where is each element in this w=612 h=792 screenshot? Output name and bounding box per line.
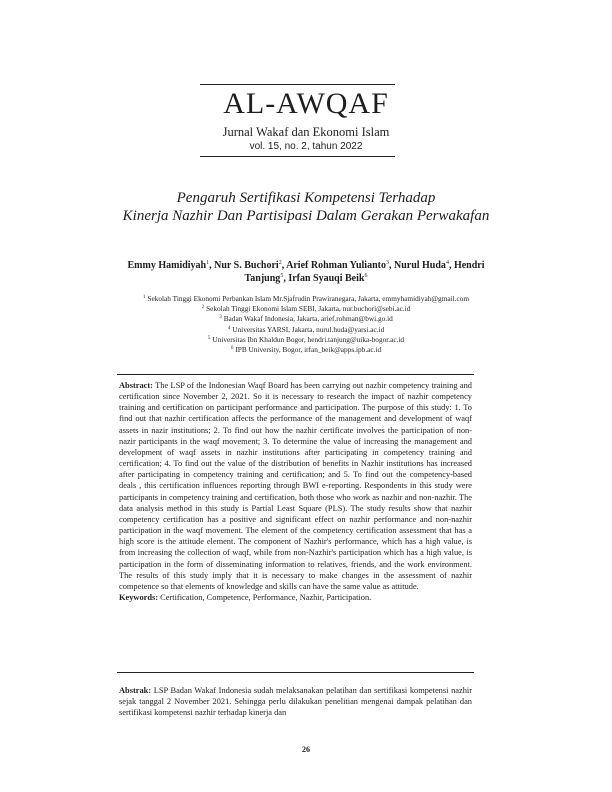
affiliation-item bbox=[0, 303, 612, 313]
author-affiliation-number: 5 bbox=[280, 273, 284, 279]
bottom-rule bbox=[200, 156, 395, 157]
keywords-text: Certification, Competence, Performance, Nazhir, Participation. bbox=[160, 592, 372, 602]
author-separator: , bbox=[209, 260, 215, 271]
author-name: Irfan Syauqi Beik bbox=[288, 273, 365, 284]
top-rule bbox=[200, 84, 395, 85]
keywords-label: Keywords: bbox=[119, 592, 159, 602]
affiliation-item bbox=[0, 313, 612, 323]
authors-line-2 bbox=[0, 270, 612, 285]
author-name: Tanjung bbox=[244, 273, 281, 284]
journal-title: AL-AWQAF bbox=[223, 87, 389, 120]
journal-subtitle: Jurnal Wakaf dan Ekonomi Islam bbox=[222, 125, 390, 139]
author-affiliation-number: 4 bbox=[445, 260, 449, 266]
affiliation-text: Sekolah Tinggi Ekonomi Perbankan Islam Mr.Sjafrudin Prawiranegara, Jakarta, emmyhamidiyah@gmail.com bbox=[147, 294, 470, 303]
author-affiliation-number: 6 bbox=[364, 273, 368, 279]
abstract-text: The LSP of the Indonesian Waqf Board has been carrying out nazhir competency training and certification since November 2, 2021. So it is necessary to research the impact of nazhir competency training and certification on participant performance and participation. The purpose of this study: 1. To find out that nazhir certification affects the performance of the management and development of waqf assets in nazir institutions; 2. To find out how the nazhir certificate involves the participation of non-nazir participants in the waqf movement; 3. To determine the value of increasing the management and development of waqf assets in nazhir institutions after participating in competency training and certification; 4. To find out the value of the distribution of benefits in Nazhir institutions has increased after participating in competency training and certification; and 5. To find out the competency-based deals , this certification influences reporting through BWI e-reporting. Respondents in this study were participants in competency training and certification, both those who work as nazhir and non-nazhir. The data analysis method in this study is Partial Least Square (PLS). The study results show that nazhir competency certification has a positive and significant effect on nazhir performance and non-nazhir participation in the waqf movement. The element of the competency certification assessment that has a high score is the attitude element. The component of Nazhir's performance, which has a high value, is from increasing the collection of waqf, while from non-Nazhir's participation which has a high value, is participation in the form of disseminating information to relatives, friends, and the work environment. The results of this study imply that it is necessary to make changes in the assessment of nazhir competence so that elements of knowledge and skills can have the same value as attitude. bbox=[119, 381, 472, 591]
affiliation-text: Sekolah Tinggi Ekonomi Islam SEBI, Jakarta, nur.buchori@sebi.ac.id bbox=[206, 304, 411, 314]
affiliation-item bbox=[0, 324, 612, 334]
affiliation-text: IPB University, Bogor, irfan_beik@apps.ipb.ac.id bbox=[235, 345, 382, 355]
abstrak-text: LSP Badan Wakaf Indonesia sudah melaksanakan pelatihan dan sertifikasi kompetensi nazhir sejak tanggal 2 November 2021. Sehingga perlu dilakukan penelitian mengenai dampak pelatihan dan sertifikasi kompetensi nazhir terhadap kinerja dan bbox=[119, 686, 472, 718]
affiliation-number: 6 bbox=[230, 346, 234, 352]
journal-volume: vol. 15, no. 2, tahun 2022 bbox=[249, 141, 363, 152]
page-number: 26 bbox=[302, 745, 310, 754]
affiliation-text: Universitas YARSI, Jakarta, nurul.huda@yarsi.ac.id bbox=[232, 324, 385, 334]
author-separator: , bbox=[388, 260, 394, 271]
affiliation-number: 1 bbox=[142, 295, 146, 300]
affiliation-number: 3 bbox=[219, 315, 222, 321]
author-name: Nur S. Buchori bbox=[214, 260, 279, 271]
author-separator: , bbox=[448, 260, 454, 271]
affiliation-text: Universitas Ibn Khaldun Bogor, hendri.tanjung@uika-bogor.ac.id bbox=[212, 334, 405, 344]
affiliation-item bbox=[0, 293, 612, 303]
author-name: Nurul Huda bbox=[393, 260, 446, 271]
affiliation-number: 2 bbox=[201, 305, 205, 311]
affiliation-item bbox=[0, 344, 612, 354]
author-affiliation-number: 2 bbox=[278, 260, 282, 266]
abstrak-label: Abstrak: bbox=[119, 686, 152, 695]
author-name: Arief Rohman Yulianto bbox=[286, 260, 386, 271]
author-affiliation-number: 3 bbox=[385, 260, 389, 266]
author-name: Emmy Hamidiyah bbox=[127, 260, 207, 271]
affiliation-number: 5 bbox=[207, 335, 211, 341]
author-affiliation-number: 1 bbox=[206, 260, 210, 266]
abstract-label: Abstract: bbox=[119, 381, 153, 390]
affiliation-text: Badan Wakaf Indonesia, Jakarta, arief.rohman@bwi.go.id bbox=[223, 314, 393, 324]
affiliations-list bbox=[0, 293, 612, 354]
abstract-english bbox=[119, 380, 472, 603]
author-separator: , bbox=[283, 273, 289, 284]
article-title-line-1: Pengaruh Sertifikasi Kompetensi Terhadap bbox=[176, 190, 436, 206]
article-title-line-2: Kinerja Nazhir Dan Partisipasi Dalam Gerakan Perwakafan bbox=[122, 208, 490, 224]
abstract-divider-rule bbox=[117, 672, 474, 673]
affiliation-number: 4 bbox=[227, 325, 231, 331]
affiliation-item bbox=[0, 334, 612, 344]
abstract-top-rule bbox=[117, 374, 474, 375]
author-name: Hendri bbox=[453, 260, 485, 271]
author-separator: , bbox=[281, 260, 287, 271]
abstract-indonesian bbox=[119, 685, 472, 718]
